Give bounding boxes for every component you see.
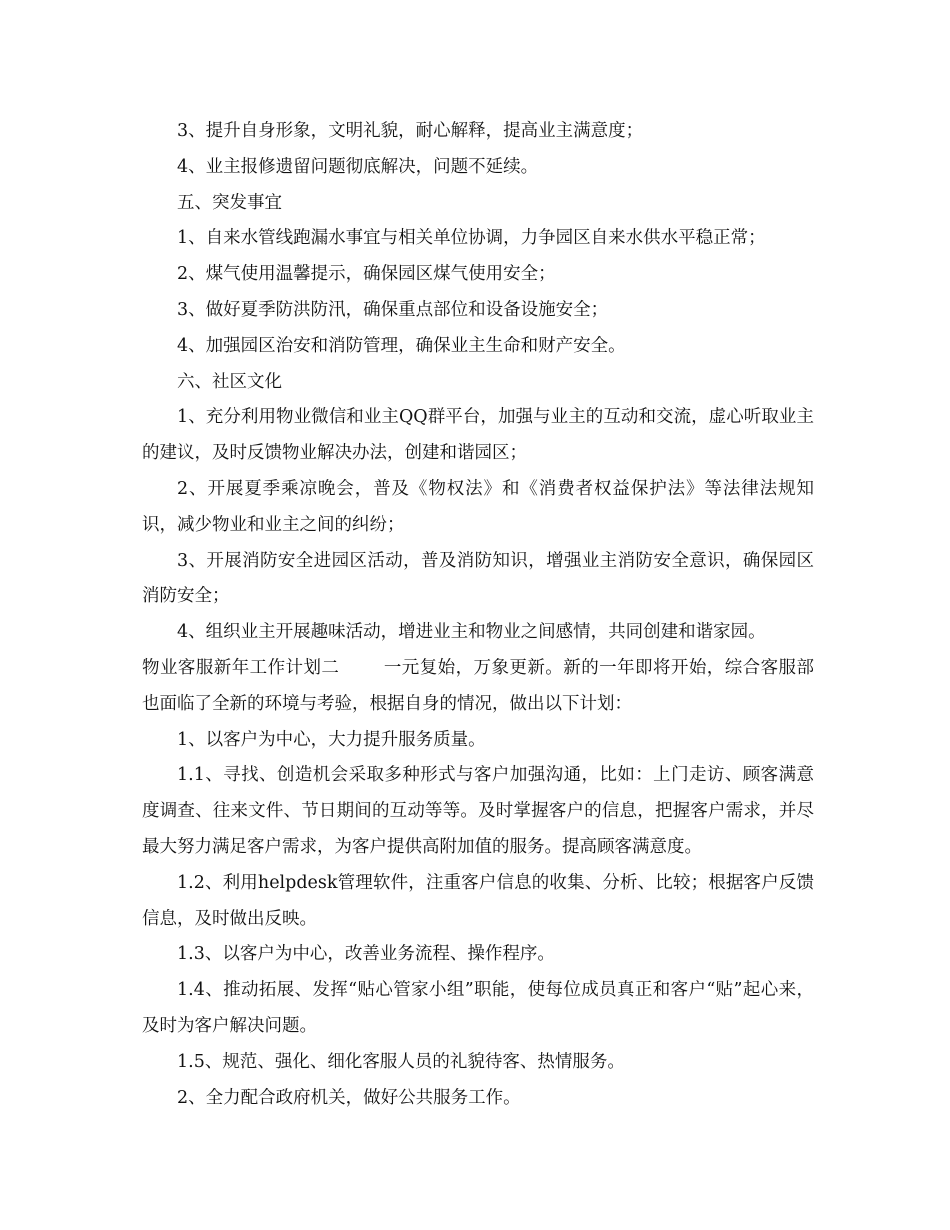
plan-intro-paragraph [142, 651, 814, 723]
plan-intro: 一元复始，万象更新。新的一年即将开始，综合客服部也面临了全新的环境与考验，根据自身的情况，做出以下计划： [142, 657, 815, 714]
plan-title: 物业客服新年工作计划二 [142, 657, 340, 678]
paragraph-summer-evening: 2、开展夏季乘凉晚会，普及《物权法》和《消费者权益保护法》等法律法规知识，减少物业和业主之间的纠纷； [142, 478, 814, 535]
plan-item-courtesy: 1.5、规范、强化、细化客服人员的礼貌待客、热情服务。 [177, 1051, 625, 1072]
plan-item-process: 1.3、以客户为中心，改善业务流程、操作程序。 [177, 944, 555, 965]
plan-item-customer-center: 1、以客户为中心，大力提升服务质量。 [177, 729, 486, 750]
paragraph-security-fire: 4、加强园区治安和消防管理，确保业主生命和财产安全。 [177, 335, 626, 356]
paragraph-gas-safety: 2、煤气使用温馨提示，确保园区煤气使用安全； [177, 264, 556, 285]
paragraph-wechat-qq: 1、充分利用物业微信和业主QQ群平台，加强与业主的互动和交流，虚心听取业主的建议，及时反馈物业解决办法，创建和谐园区； [142, 407, 814, 464]
paragraph-water-leak: 1、自来水管线跑漏水事宜与相关单位协调，力争园区自来水供水平稳正常； [177, 228, 766, 249]
paragraph-repair-issues: 4、业主报修遗留问题彻底解决，问题不延续。 [177, 156, 539, 177]
section-heading-emergencies: 五、突发事宜 [177, 192, 282, 213]
paragraph-flood-prevention: 3、做好夏季防洪防汛，确保重点部位和设备设施安全； [177, 299, 609, 320]
plan-item-helpdesk: 1.2、利用helpdesk管理软件，注重客户信息的收集、分析、比较；根据客户反馈信息，及时做出反映。 [142, 872, 814, 929]
paragraph-improve-image: 3、提升自身形象，文明礼貌，耐心解释，提高业主满意度； [177, 121, 644, 141]
section-heading-community-culture: 六、社区文化 [177, 371, 282, 392]
plan-item-government: 2、全力配合政府机关，做好公共服务工作。 [177, 1087, 521, 1108]
paragraph-fun-activities: 4、组织业主开展趣味活动，增进业主和物业之间感情，共同创建和谐家园。 [177, 622, 766, 643]
paragraph-fire-safety-campaign: 3、开展消防安全进园区活动，普及消防知识，增强业主消防安全意识，确保园区消防安全； [142, 550, 814, 607]
plan-item-butler-team: 1.4、推动拓展、发挥“贴心管家小组”职能，使每位成员真正和客户“贴”起心来，及时为客户解决问题。 [142, 980, 814, 1036]
document-body [142, 114, 814, 1116]
plan-item-communication: 1.1、寻找、创造机会采取多种形式与客户加强沟通，比如：上门走访、顾客满意度调查、往来文件、节日期间的互动等等。及时掌握客户的信息，把握客户需求，并尽最大努力满足客户需求，为客户提供高附加值的服务。提高顾客满意度。 [142, 765, 814, 857]
